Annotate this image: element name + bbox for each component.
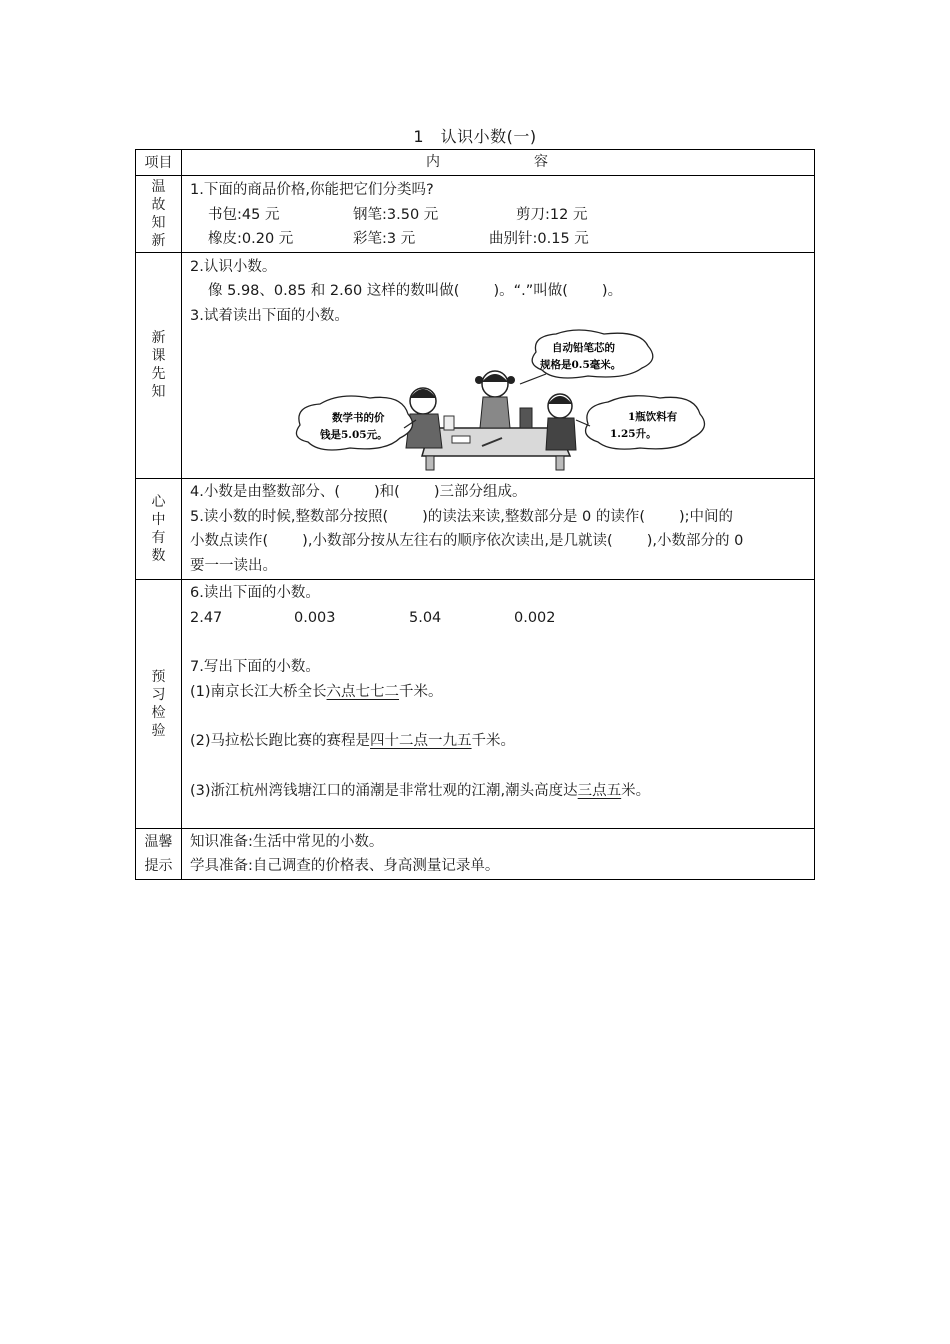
worksheet-title: 1 认识小数(一) bbox=[413, 127, 537, 146]
decimal-number: 2.47 bbox=[190, 609, 223, 626]
text-fragment: );中间的 bbox=[678, 508, 734, 525]
table-leg bbox=[426, 456, 434, 470]
label-char: 课 bbox=[151, 348, 166, 365]
price-item: 剪刀:12 元 bbox=[516, 206, 588, 223]
label-char: 心 bbox=[151, 494, 166, 510]
text-fragment: ),小数部分按从左往右的顺序依次读出,是几就读( bbox=[302, 533, 613, 549]
question-5-line-3: 要一一读出。 bbox=[190, 557, 277, 574]
price-row-2 bbox=[190, 227, 806, 252]
section-heart bbox=[136, 479, 815, 580]
sentence-1 bbox=[190, 680, 806, 705]
table-header-row bbox=[136, 150, 815, 176]
label-char: 验 bbox=[151, 723, 166, 739]
underlined-number-words: 四十二点一九五 bbox=[370, 733, 472, 749]
bubble-right-line-1: 1瓶饮料有 bbox=[628, 411, 678, 423]
text-fragment: (1)南京长江大桥全长 bbox=[190, 683, 327, 700]
text-fragment: 小数点读作( bbox=[190, 533, 269, 549]
question-7: 7.写出下面的小数。 bbox=[190, 659, 320, 675]
question-2: 2.认识小数。 bbox=[190, 258, 277, 275]
text-fragment: 千米。 bbox=[399, 683, 443, 700]
text-fragment: )。“.”叫做( bbox=[493, 283, 568, 299]
girl-pigtail bbox=[507, 376, 515, 384]
sentence-3 bbox=[190, 779, 806, 804]
label-char: 有 bbox=[151, 530, 166, 546]
text-fragment: (2)马拉松长跑比赛的赛程是 bbox=[190, 733, 371, 749]
price-row-1 bbox=[190, 203, 806, 228]
text-fragment: 像 5.98、0.85 和 2.60 这样的数叫做( bbox=[208, 283, 460, 299]
classroom-illustration bbox=[190, 328, 806, 478]
text-fragment: )的读法来读,整数部分是 0 的读作( bbox=[422, 508, 645, 525]
label-char: 知 bbox=[151, 214, 166, 231]
section-content-check bbox=[182, 580, 815, 829]
tip-knowledge: 知识准备:生活中常见的小数。 bbox=[190, 833, 384, 850]
text-fragment: 米。 bbox=[621, 782, 651, 799]
label-char: 新 bbox=[151, 330, 166, 347]
label-line: 提示 bbox=[144, 858, 173, 874]
header-item: 项目 bbox=[136, 150, 182, 176]
section-content-review bbox=[182, 176, 815, 253]
label-char: 温 bbox=[151, 178, 166, 195]
text-fragment: (3)浙江杭州湾钱塘江口的涌潮是非常壮观的江潮,潮头高度达 bbox=[190, 782, 578, 799]
text-fragment: )和( bbox=[374, 484, 400, 500]
section-content-new bbox=[182, 252, 815, 479]
question-6: 6.读出下面的小数。 bbox=[190, 585, 320, 601]
cup bbox=[444, 416, 454, 430]
decimal-number: 0.002 bbox=[514, 609, 556, 626]
label-char: 先 bbox=[151, 366, 166, 383]
bubble-right-line-2: 1.25升。 bbox=[610, 428, 657, 440]
decimal-number: 5.04 bbox=[409, 609, 442, 626]
decimal-number: 0.003 bbox=[294, 609, 336, 626]
boy-left-hair bbox=[410, 389, 436, 398]
label-char: 数 bbox=[151, 548, 166, 564]
illustration-svg bbox=[190, 328, 810, 478]
decimal-list bbox=[190, 606, 806, 631]
price-item: 书包:45 元 bbox=[208, 206, 280, 223]
text-fragment: 千米。 bbox=[471, 733, 516, 749]
question-1: 1.下面的商品价格,你能把它们分类吗? bbox=[190, 182, 434, 198]
price-item: 橡皮:0.20 元 bbox=[208, 231, 294, 247]
label-char: 预 bbox=[151, 669, 166, 685]
label-char: 习 bbox=[151, 687, 166, 703]
text-fragment: ),小数部分的 0 bbox=[646, 533, 744, 549]
text-fragment: 4.小数是由整数部分、( bbox=[190, 484, 340, 500]
price-item: 彩笔:3 元 bbox=[353, 231, 416, 247]
question-4 bbox=[190, 480, 806, 505]
tip-tools: 学具准备:自己调查的价格表、身高测量记录单。 bbox=[190, 858, 500, 874]
question-5-line-1 bbox=[190, 505, 806, 530]
underlined-number-words: 三点五 bbox=[577, 782, 622, 799]
question-3: 3.试着读出下面的小数。 bbox=[190, 307, 349, 324]
label-char: 中 bbox=[151, 512, 166, 528]
price-item: 钢笔:3.50 元 bbox=[353, 206, 439, 223]
bubble-left-line-2: 钱是5.05元。 bbox=[320, 429, 388, 441]
section-label-review bbox=[136, 176, 182, 253]
section-label-new bbox=[136, 252, 182, 479]
bubble-tail bbox=[520, 374, 546, 384]
bubble-left-line-1: 数学书的价 bbox=[332, 412, 385, 424]
worksheet-table bbox=[135, 149, 815, 880]
label-char: 故 bbox=[151, 196, 166, 213]
bubble-top-line-1: 自动铅笔芯的 bbox=[552, 342, 615, 354]
girl-pigtail bbox=[475, 376, 483, 384]
underlined-number-words: 六点七七二 bbox=[326, 683, 400, 700]
text-fragment: 5.读小数的时候,整数部分按照( bbox=[190, 508, 389, 525]
section-check bbox=[136, 580, 815, 829]
label-char: 检 bbox=[151, 705, 166, 721]
label-char: 知 bbox=[151, 384, 166, 401]
sentence-2 bbox=[190, 729, 806, 754]
section-label-heart bbox=[136, 479, 182, 580]
section-content-tips bbox=[182, 829, 815, 880]
label-char: 新 bbox=[151, 232, 166, 249]
table-leg bbox=[556, 456, 564, 470]
section-label-check bbox=[136, 580, 182, 829]
drink-bottle bbox=[520, 408, 532, 428]
section-tips bbox=[136, 829, 815, 880]
text-fragment: )。 bbox=[601, 283, 623, 299]
boy-right-body bbox=[546, 418, 576, 450]
question-2-body bbox=[190, 279, 806, 304]
label-line: 温馨 bbox=[144, 834, 173, 850]
book-on-table bbox=[452, 436, 470, 443]
girl-body bbox=[480, 397, 510, 428]
section-review bbox=[136, 176, 815, 253]
question-5-line-2 bbox=[190, 529, 806, 554]
header-content: 内 容 bbox=[182, 150, 815, 176]
price-item: 曲别针:0.15 元 bbox=[489, 231, 589, 247]
section-content-heart bbox=[182, 479, 815, 580]
section-label-tips bbox=[136, 829, 182, 880]
bubble-top-line-2: 规格是0.5毫米。 bbox=[540, 359, 622, 371]
section-new bbox=[136, 252, 815, 479]
text-fragment: )三部分组成。 bbox=[433, 484, 527, 500]
